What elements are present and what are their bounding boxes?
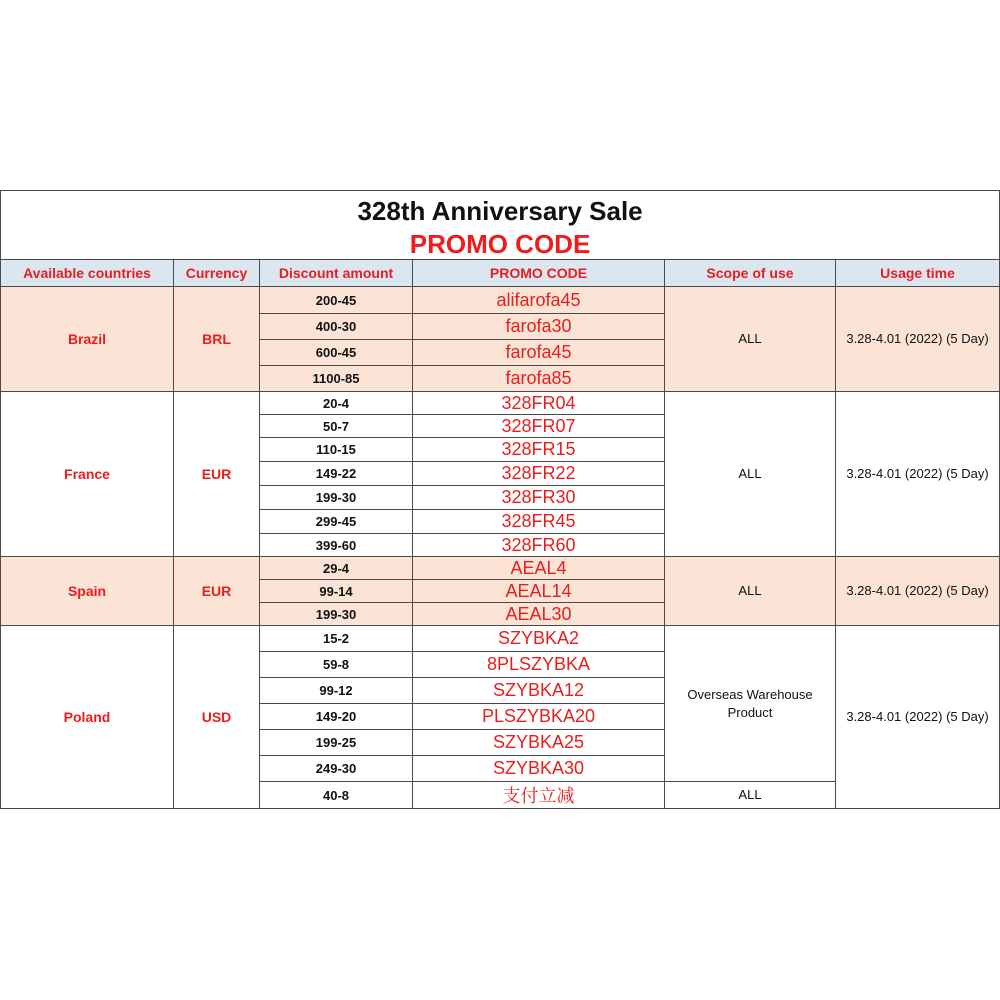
promo-code-cell: farofa85: [413, 366, 665, 392]
promo-code-cell: AEAL30: [413, 603, 665, 626]
usage-time-cell: 3.28-4.01 (2022) (5 Day): [836, 287, 1000, 392]
header-scope-of-use: Scope of use: [665, 260, 836, 287]
discount-amount-cell: 15-2: [260, 626, 413, 652]
promo-code-cell: 328FR22: [413, 462, 665, 486]
promo-code-heading: PROMO CODE: [409, 228, 591, 259]
title-row: [1, 191, 1000, 260]
scope-of-use-cell: ALL: [665, 557, 836, 626]
discount-amount-cell: 299-45: [260, 510, 413, 534]
usage-time-cell: 3.28-4.01 (2022) (5 Day): [836, 557, 1000, 626]
table-row: [1, 626, 1000, 652]
table-row: [1, 287, 1000, 314]
promo-code-cell: 328FR45: [413, 510, 665, 534]
header-row: [1, 260, 1000, 287]
promo-code-cell: SZYBKA2: [413, 626, 665, 652]
promo-code-cell: alifarofa45: [413, 287, 665, 314]
promo-code-cell: 8PLSZYBKA: [413, 652, 665, 678]
promo-code-cell: SZYBKA30: [413, 756, 665, 782]
promo-code-cell: SZYBKA12: [413, 678, 665, 704]
title-cell: [1, 191, 1000, 260]
discount-amount-cell: 149-22: [260, 462, 413, 486]
promo-code-cell: 328FR07: [413, 415, 665, 438]
country-cell: Poland: [1, 626, 174, 809]
header-available-countries: Available countries: [1, 260, 174, 287]
currency-cell: EUR: [174, 392, 260, 557]
discount-amount-cell: 399-60: [260, 534, 413, 557]
discount-amount-cell: 400-30: [260, 314, 413, 340]
scope-of-use-cell: ALL: [665, 392, 836, 557]
discount-amount-cell: 99-12: [260, 678, 413, 704]
currency-cell: EUR: [174, 557, 260, 626]
promo-code-cell: 328FR60: [413, 534, 665, 557]
discount-amount-cell: 40-8: [260, 782, 413, 809]
discount-amount-cell: 249-30: [260, 756, 413, 782]
discount-amount-cell: 200-45: [260, 287, 413, 314]
scope-of-use-cell: ALL: [665, 782, 836, 809]
discount-amount-cell: 1100-85: [260, 366, 413, 392]
country-cell: Spain: [1, 557, 174, 626]
discount-amount-cell: 199-25: [260, 730, 413, 756]
discount-amount-cell: 600-45: [260, 340, 413, 366]
discount-amount-cell: 29-4: [260, 557, 413, 580]
promo-code-table: [0, 190, 1000, 809]
discount-amount-cell: 199-30: [260, 486, 413, 510]
country-cell: Brazil: [1, 287, 174, 392]
usage-time-cell: 3.28-4.01 (2022) (5 Day): [836, 626, 1000, 809]
discount-amount-cell: 99-14: [260, 580, 413, 603]
discount-amount-cell: 50-7: [260, 415, 413, 438]
table-row: [1, 557, 1000, 580]
header-usage-time: Usage time: [836, 260, 1000, 287]
promo-code-cell: SZYBKA25: [413, 730, 665, 756]
currency-cell: USD: [174, 626, 260, 809]
header-promo-code: PROMO CODE: [413, 260, 665, 287]
promo-code-cell: AEAL4: [413, 557, 665, 580]
promo-code-cell: 328FR15: [413, 438, 665, 462]
header-discount-amount: Discount amount: [260, 260, 413, 287]
scope-of-use-cell: ALL: [665, 287, 836, 392]
discount-amount-cell: 59-8: [260, 652, 413, 678]
promo-code-cell: PLSZYBKA20: [413, 704, 665, 730]
promo-code-cell: 支付立减: [413, 782, 665, 809]
table-body: [1, 191, 1000, 809]
discount-amount-cell: 20-4: [260, 392, 413, 415]
promo-code-cell: 328FR04: [413, 392, 665, 415]
promo-code-cell: farofa45: [413, 340, 665, 366]
discount-amount-cell: 149-20: [260, 704, 413, 730]
usage-time-cell: 3.28-4.01 (2022) (5 Day): [836, 392, 1000, 557]
scope-of-use-cell: Overseas Warehouse Product: [665, 626, 836, 782]
promo-code-cell: 328FR30: [413, 486, 665, 510]
promo-code-cell: farofa30: [413, 314, 665, 340]
country-cell: France: [1, 392, 174, 557]
header-currency: Currency: [174, 260, 260, 287]
discount-amount-cell: 110-15: [260, 438, 413, 462]
promo-code-cell: AEAL14: [413, 580, 665, 603]
sale-title: 328th Anniversary Sale: [357, 195, 643, 226]
currency-cell: BRL: [174, 287, 260, 392]
discount-amount-cell: 199-30: [260, 603, 413, 626]
table-row: [1, 392, 1000, 415]
